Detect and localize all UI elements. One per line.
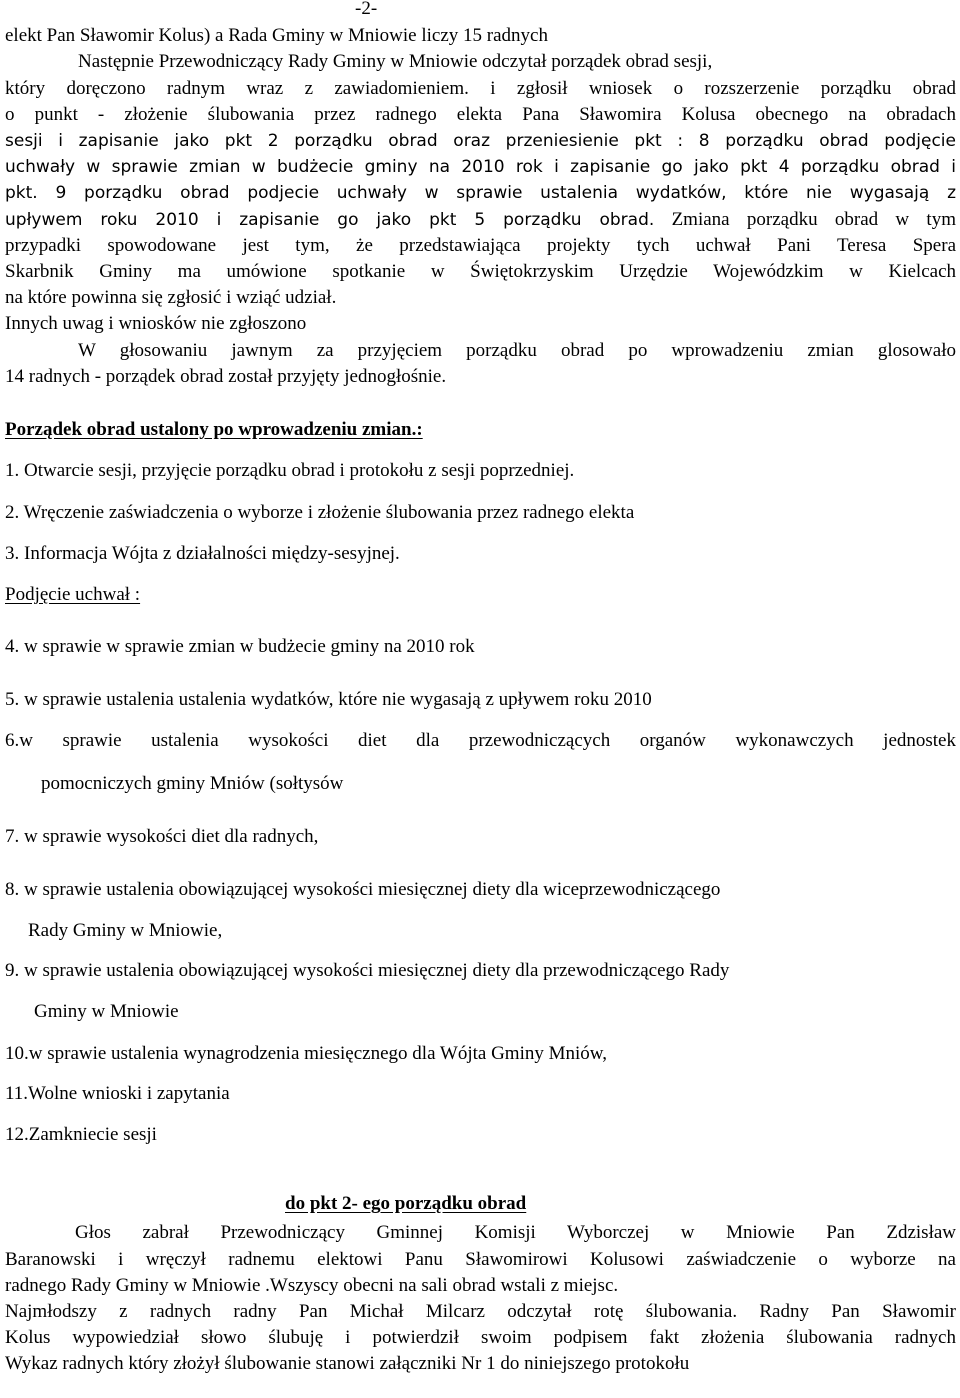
section-2-line-2: Baranowski i wręczył radnemu elektowi Panu Sławomirowi Kolusowi zaświadczenie o wyborze na [5,1249,956,1270]
intro-line-1: elekt Pan Sławomir Kolus) a Rada Gminy w Mniowie liczy 15 radnych [5,25,548,46]
intro-line-13: W głosowaniu jawnym za przyjęciem porządku obrad po wprowadzeniu zmian glosowało [78,340,956,361]
agenda-item-9-line-1: 9. w sprawie ustalenia obowiązującej wysokości miesięcznej diety dla przewodniczącego Rady [5,960,730,981]
section-2-line-5: Kolus wypowiedział słowo ślubuję i potwierdził swoim podpisem fakt złożenia ślubowania radnych [5,1327,956,1348]
agenda-heading: Porządek obrad ustalony po wprowadzeniu zmian.: [5,419,423,440]
agenda-item-11: 11.Wolne wnioski i zapytania [5,1083,230,1104]
section-2-line-4: Najmłodszy z radnych radny Pan Michał Milcarz odczytał rotę ślubowania. Radny Pan Sławomir [5,1301,956,1322]
agenda-item-2: 2. Wręczenie zaświadczenia o wyborze i złożenie ślubowania przez radnego elekta [5,502,635,523]
agenda-item-4: 4. w sprawie w sprawie zmian w budżecie gminy na 2010 rok [5,636,475,657]
section-2-line-3: radnego Rady Gminy w Mniowie .Wszyscy obecni na sali obrad wstali z miejsc. [5,1275,619,1296]
section-2-heading: do pkt 2- ego porządku obrad [285,1193,527,1214]
agenda-item-9-line-2: Gminy w Mniowie [34,1001,179,1022]
intro-line-4: o punkt - złożenie ślubowania przez radnego elekta Pana Sławomira Kolusa obecnego na obradach [5,104,956,125]
agenda-item-8-line-1: 8. w sprawie ustalenia obowiązującej wysokości miesięcznej diety dla wiceprzewodniczącego [5,879,721,900]
resolutions-heading: Podjęcie uchwał : [5,584,141,605]
intro-line-8 [5,207,956,233]
agenda-item-8-line-2: Rady Gminy w Mniowie, [28,920,223,941]
intro-line-9: przypadki spowodowane jest tym, że przedstawiająca projekty tych uchwał Pani Teresa Spera [5,235,956,256]
intro-line-11: na które powinna się zgłosić i wziąć udział. [5,287,337,308]
intro-line-3-a: który doręczono radnym wraz z zawiadomieniem. [5,78,469,99]
intro-line-10: Skarbnik Gminy ma umówione spotkanie w Świętokrzyskim Urzędzie Wojewódzkim w Kielcach [5,261,956,282]
intro-line-8-a: upływem roku 2010 i zapisanie go jako pkt 5 porządku obrad. [5,210,655,230]
section-2-line-1: Głos zabrał Przewodniczący Gminnej Komisji Wyborczej w Mniowie Pan Zdzisław [75,1222,956,1243]
agenda-item-6-line-1: 6.w sprawie ustalenia wysokości diet dla przewodniczących organów wykonawczych jednostek [5,730,956,751]
agenda-item-1: 1. Otwarcie sesji, przyjęcie porządku obrad i protokołu z sesji poprzedniej. [5,460,575,481]
intro-line-2: Następnie Przewodniczący Rady Gminy w Mniowie odczytał porządek obrad sesji, [78,51,713,72]
agenda-item-10: 10.w sprawie ustalenia wynagrodzenia miesięcznego dla Wójta Gminy Mniów, [5,1043,608,1064]
section-2-line-6: Wykaz radnych który złożył ślubowanie stanowi załączniki Nr 1 do niniejszego protokołu [5,1353,690,1374]
agenda-item-5: 5. w sprawie ustalenia ustalenia wydatków, które nie wygasają z upływem roku 2010 [5,689,652,710]
intro-line-8-b: Zmiana porządku obrad w tym [654,209,956,230]
intro-line-3-b: i zgłosił wniosek o rozszerzenie porządku obrad [468,78,956,99]
agenda-item-7: 7. w sprawie wysokości diet dla radnych, [5,826,319,847]
intro-line-7: pkt. 9 porządku obrad podjecie uchwały w sprawie ustalenia wydatków, które nie wygasają z [5,183,956,203]
agenda-item-12: 12.Zamkniecie sesji [5,1124,157,1145]
agenda-item-3: 3. Informacja Wójta z działalności między-sesyjnej. [5,543,400,564]
intro-line-12: Innych uwag i wniosków nie zgłoszono [5,313,307,334]
agenda-item-6-line-2: pomocniczych gminy Mniów (sołtysów [41,773,344,794]
intro-line-5: sesji i zapisanie jako pkt 2 porządku obrad oraz przeniesienie pkt : 8 porządku obrad podjęcie [5,131,956,151]
page-number: -2- [355,0,378,19]
intro-line-6: uchwały w sprawie zmian w budżecie gminy na 2010 rok i zapisanie go jako pkt 4 porządku obrad i [5,157,956,177]
intro-line-3 [5,76,956,102]
intro-line-14: 14 radnych - porządek obrad został przyjęty jednogłośnie. [5,366,447,387]
